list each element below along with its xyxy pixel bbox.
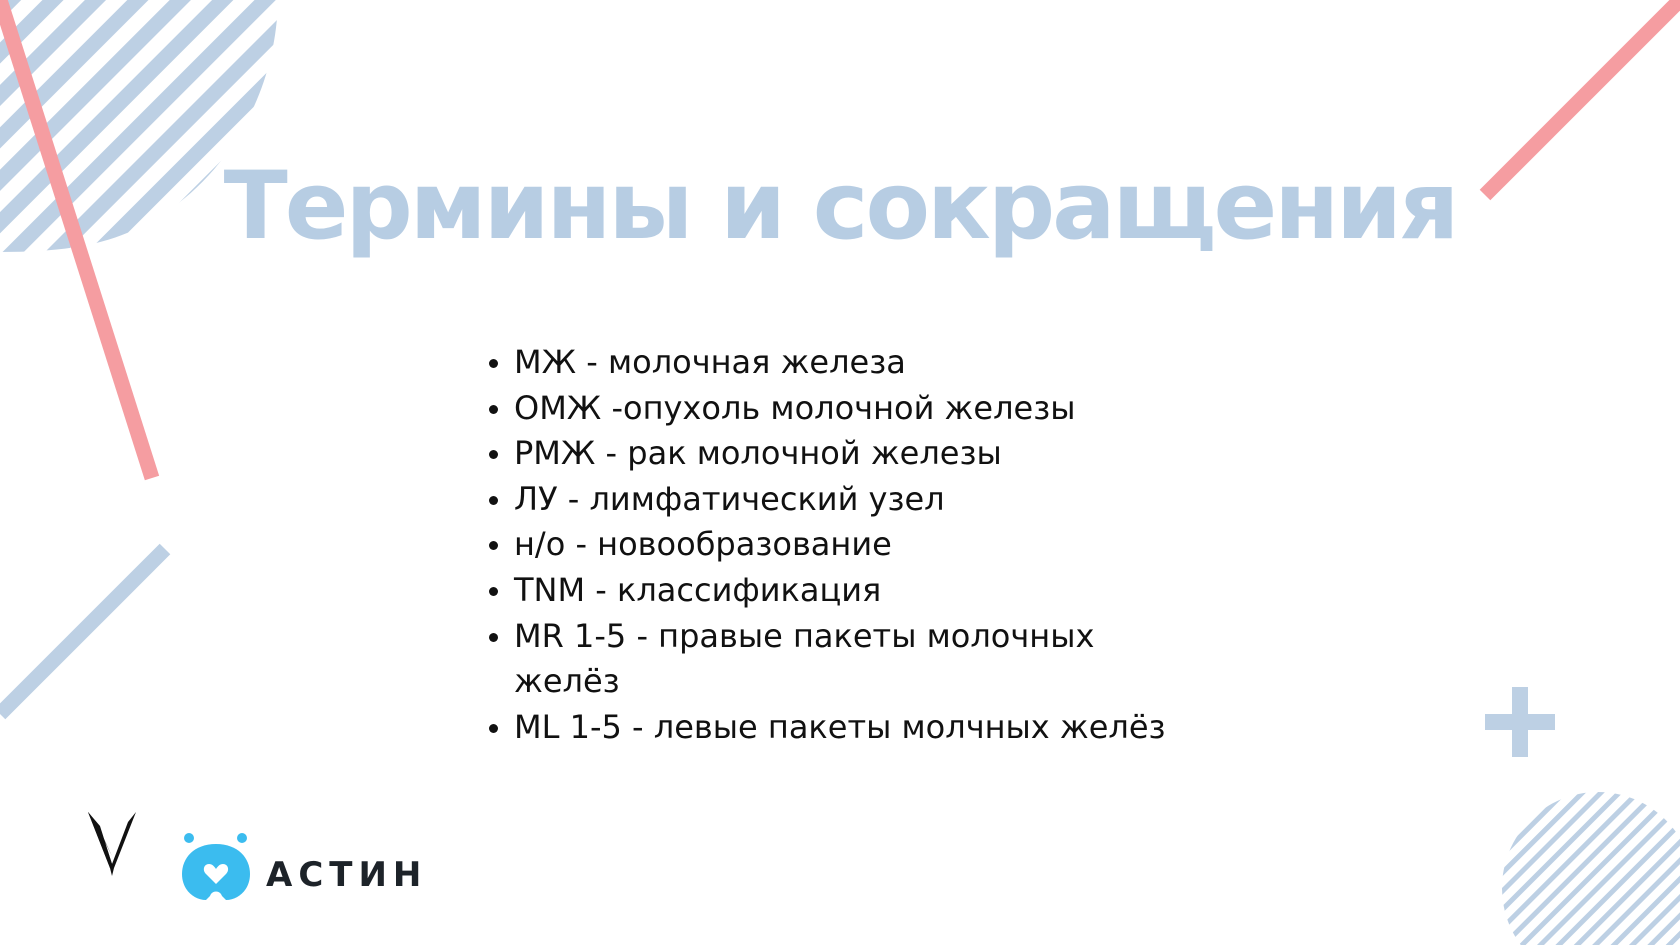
v-logo-icon — [88, 812, 136, 878]
term-item: • TNM - классификация — [514, 568, 1234, 614]
term-item: • MR 1-5 - правые пакеты молочных желёз — [514, 614, 1234, 705]
striped-circle-bottom-right — [1502, 792, 1680, 945]
blue-stripe-left — [0, 549, 165, 714]
terms-list — [480, 340, 1234, 750]
term-item: • МЖ - молочная железа — [514, 340, 1234, 386]
term-item: • ЛУ - лимфатический узел — [514, 477, 1234, 523]
astin-logo-icon — [180, 832, 254, 902]
slide-title: Термины и сокращения — [223, 152, 1457, 261]
term-item: • ML 1-5 - левые пакеты молчных желёз — [514, 705, 1234, 751]
astin-brand-name: АСТИН — [266, 855, 428, 895]
term-item: • ОМЖ -опухоль молочной железы — [514, 386, 1234, 432]
term-item: • РМЖ - рак молочной железы — [514, 431, 1234, 477]
term-item: • н/о - новообразование — [514, 522, 1234, 568]
plus-icon — [1485, 687, 1555, 757]
